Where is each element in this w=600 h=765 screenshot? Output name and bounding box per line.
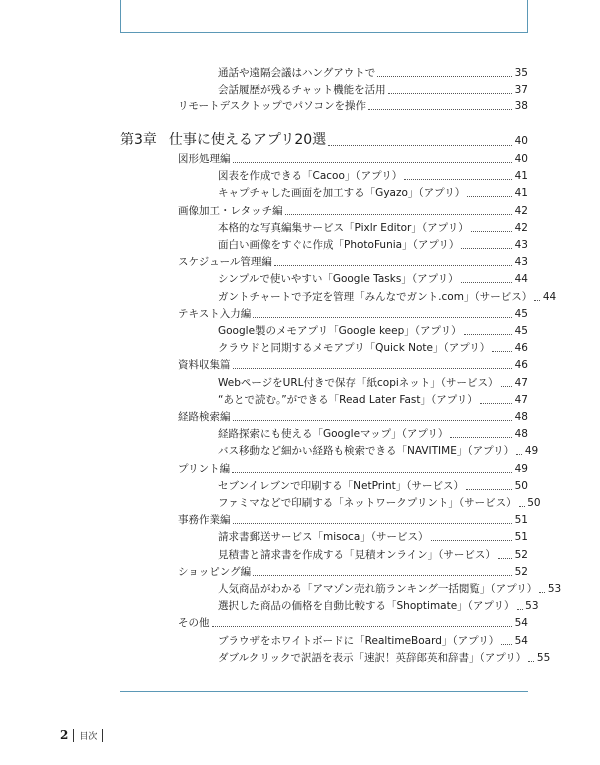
toc-entry[interactable] (218, 83, 528, 97)
dot-leader (480, 402, 512, 404)
toc-entry-page: 52 (514, 549, 528, 561)
toc-entry-title: WebページをURL付きで保存「紙copiネット」（サービス） (218, 377, 499, 389)
bottom-divider (120, 691, 528, 692)
dot-leader (464, 333, 512, 335)
toc-entry[interactable] (178, 513, 528, 527)
dot-leader (285, 213, 512, 215)
dot-leader (233, 522, 513, 524)
dot-leader (232, 471, 512, 473)
dot-leader (498, 557, 512, 559)
dot-leader (492, 350, 512, 352)
footer-separator (73, 729, 74, 742)
toc-entry-page: 42 (514, 205, 528, 217)
toc-entry[interactable] (218, 66, 528, 80)
toc-entry-page: 44 (542, 291, 557, 303)
toc-entry-page: 45 (514, 325, 528, 337)
toc-entry-title: ダブルクリックで訳語を表示「速訳！英辞郎英和辞書」（アプリ） (218, 652, 527, 664)
toc-entry-title: 請求書郵送サービス「misoca」（サービス） (218, 531, 429, 543)
toc-entry-page: 51 (514, 531, 528, 543)
toc-entry[interactable] (218, 651, 551, 665)
toc-entry[interactable] (218, 479, 528, 493)
toc-entry[interactable] (218, 341, 528, 355)
dot-leader (328, 144, 512, 146)
toc-entry[interactable] (178, 462, 528, 476)
toc-entry-page: 42 (514, 222, 528, 234)
toc-entry-title: 本格的な写真編集サービス「Pixlr Editor」（アプリ） (218, 222, 469, 234)
toc-entry-title: Google製のメモアプリ「Google keep」（アプリ） (218, 325, 462, 337)
toc-entry[interactable] (218, 376, 528, 390)
toc-entry-title: 資料収集篇 (178, 359, 231, 371)
toc-entry[interactable] (218, 427, 528, 441)
toc-entry-page: 46 (514, 342, 528, 354)
toc-entry-title: バス移動など細かい経路も検索できる「NAVITIME」（アプリ） (218, 445, 515, 457)
dot-leader (467, 195, 512, 197)
toc-entry[interactable] (178, 565, 528, 579)
footer-separator (102, 729, 103, 742)
toc-entry[interactable] (218, 548, 528, 562)
dot-leader (517, 608, 523, 610)
toc-entry[interactable] (218, 444, 539, 458)
dot-leader (528, 660, 534, 662)
dot-leader (233, 161, 513, 163)
dot-leader (516, 453, 522, 455)
dot-leader (431, 539, 513, 541)
toc-entry-title: シンプルで使いやすい「Google Tasks」（アプリ） (218, 273, 459, 285)
toc-entry-title: セブンイレブンで印刷する「NetPrint」（サービス） (218, 480, 464, 492)
toc-entry-page: 49 (524, 445, 539, 457)
toc-entry-page: 43 (514, 239, 528, 251)
dot-leader (377, 75, 512, 77)
toc-entry[interactable] (218, 324, 528, 338)
toc-entry-title: 図形処理編 (178, 153, 231, 165)
toc-entry-title: リモートデスクトップでパソコンを操作 (178, 100, 366, 112)
toc-entry-page: 49 (514, 463, 528, 475)
toc-entry[interactable] (178, 410, 528, 424)
toc-entry-page: 38 (514, 100, 528, 112)
toc-entry-title: キャプチャした画面を加工する「Gyazo」（アプリ） (218, 187, 466, 199)
toc-entry-title: 経路検索編 (178, 411, 231, 423)
toc-entry-page: 45 (514, 308, 528, 320)
toc-entry[interactable] (218, 238, 528, 252)
toc-entry[interactable] (218, 221, 528, 235)
dot-leader (253, 574, 512, 576)
toc-entry-title: 人気商品がわかる「アマゾン売れ筋ランキング一括閲覧」（アプリ） (218, 583, 538, 595)
toc-entry-page: 55 (536, 652, 551, 664)
toc-entry-page: 40 (514, 153, 528, 165)
toc-entry-title: ガントチャートで予定を管理「みんなでガント.com」（サービス） (218, 291, 533, 303)
chapter-heading[interactable] (120, 131, 528, 150)
toc-entry-page: 44 (514, 273, 528, 285)
dot-leader (274, 264, 512, 266)
toc-entry-page: 53 (547, 583, 562, 595)
toc-entry-title: クラウドと同期するメモアプリ「Quick Note」（アプリ） (218, 342, 491, 354)
chapter-page: 40 (514, 135, 528, 147)
toc-entry[interactable] (218, 496, 541, 510)
toc-entry-title: 見積書と請求書を作成する「見積オンライン」（サービス） (218, 549, 496, 561)
dot-leader (388, 92, 512, 94)
toc-entry-page: 41 (514, 170, 528, 182)
dot-leader (404, 178, 512, 180)
toc-entry-title: “あとで読む。”ができる「Read Later Fast」（アプリ） (218, 394, 478, 406)
page-footer (60, 728, 108, 742)
toc-entry[interactable] (218, 634, 528, 648)
dot-leader (501, 385, 512, 387)
toc-entry-page: 43 (514, 256, 528, 268)
toc-entry-title: 選択した商品の価格を自動比較する「Shoptimate」（アプリ） (218, 600, 515, 612)
toc-entry-title: 画像加工・レタッチ編 (178, 205, 283, 217)
toc-entry-page: 48 (514, 428, 528, 440)
toc-entry-title: ファミマなどで印刷する「ネットワークプリント」（サービス） (218, 497, 517, 509)
toc-entry-page: 52 (514, 566, 528, 578)
toc-entry-page: 50 (514, 480, 528, 492)
toc-entry-page: 51 (514, 514, 528, 526)
toc-entry[interactable] (218, 393, 528, 407)
toc-entry-page: 37 (514, 84, 528, 96)
toc-entry-title: ブラウザをホワイトボードに「RealtimeBoard」（アプリ） (218, 635, 500, 647)
toc-entry[interactable] (218, 290, 557, 304)
dot-leader (539, 591, 545, 593)
chapter-number: 第3章 (120, 132, 157, 148)
toc-entry[interactable] (178, 307, 528, 321)
dot-leader (368, 108, 512, 110)
toc-entry[interactable] (218, 169, 528, 183)
dot-leader (534, 299, 540, 301)
toc-entry[interactable] (218, 599, 539, 613)
dot-leader (450, 436, 512, 438)
dot-leader (461, 247, 512, 249)
toc-entry-page: 53 (525, 600, 539, 612)
dot-leader (233, 419, 513, 421)
toc-entry-page: 48 (514, 411, 528, 423)
toc-entry-title: プリント編 (178, 463, 231, 475)
toc-entry[interactable] (178, 99, 528, 113)
toc-entry-title: 通話や遠隔会議はハングアウトで (218, 67, 376, 79)
toc-entry-title: 会話履歴が残るチャット機能を活用 (218, 84, 386, 96)
toc-entry-title: 図表を作成できる「Cacoo」（アプリ） (218, 170, 403, 182)
dot-leader (466, 488, 512, 490)
toc-entry[interactable] (178, 204, 528, 218)
toc-entry-title: スケジュール管理編 (178, 256, 272, 268)
toc-entry-page: 41 (514, 187, 528, 199)
toc-entry-page: 46 (514, 359, 528, 371)
toc-entry-page: 50 (527, 497, 541, 509)
dot-leader (461, 281, 512, 283)
toc-entry-page: 54 (514, 635, 528, 647)
header-frame (120, 0, 528, 33)
toc-entry[interactable] (178, 255, 528, 269)
toc-entry-title: テキスト入力編 (178, 308, 252, 320)
toc-entry[interactable] (218, 530, 528, 544)
toc-entry[interactable] (218, 272, 528, 286)
chapter-title: 仕事に使えるアプリ20選 (168, 132, 327, 148)
toc-entry[interactable] (218, 582, 562, 596)
toc-entry-page: 47 (514, 394, 528, 406)
dot-leader (212, 625, 513, 627)
toc-entry-title: その他 (178, 617, 210, 629)
toc-entry-title: ショッピング編 (178, 566, 252, 578)
toc-entry-title: 面白い画像をすぐに作成「PhotoFunia」（アプリ） (218, 239, 460, 251)
footer-label: 目次 (79, 731, 98, 742)
toc-entry-title: 事務作業編 (178, 514, 231, 526)
dot-leader (253, 316, 512, 318)
toc-entry[interactable] (178, 152, 528, 166)
toc-entry[interactable] (178, 358, 528, 372)
toc-entry[interactable] (218, 186, 528, 200)
toc-entry-page: 47 (514, 377, 528, 389)
dot-leader (501, 643, 512, 645)
dot-leader (233, 367, 513, 369)
page-number: 2 (60, 728, 69, 742)
toc-entry-page: 54 (514, 617, 528, 629)
toc-entry-page: 35 (514, 67, 528, 79)
dot-leader (471, 230, 512, 232)
dot-leader (519, 505, 525, 507)
toc-entry[interactable] (178, 616, 528, 630)
toc-entry-title: 経路探索にも使える「Googleマップ」（アプリ） (218, 428, 449, 440)
